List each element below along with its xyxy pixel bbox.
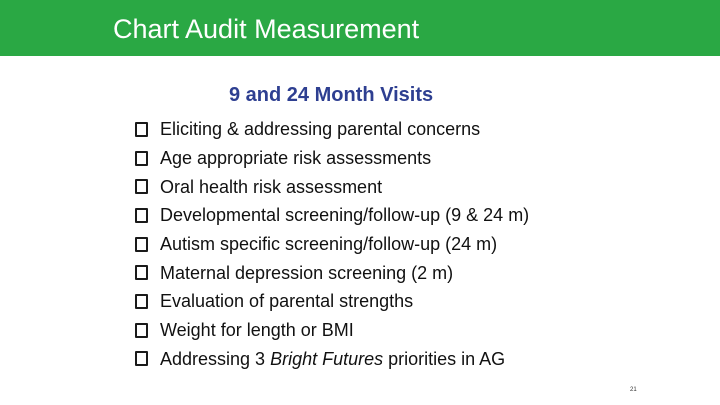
list-item-text: Developmental screening/follow-up (9 & 24 m) — [160, 205, 530, 226]
checkbox-icon — [135, 179, 148, 194]
checkbox-icon — [135, 294, 148, 309]
checkbox-icon — [135, 151, 148, 166]
list-item-text-after: priorities in AG — [383, 348, 506, 369]
checklist — [135, 115, 529, 373]
list-item-text: Maternal depression screening (2 m) — [160, 262, 454, 283]
list-item-text-before: Addressing 3 — [160, 348, 271, 369]
checkbox-icon — [135, 237, 148, 252]
checkbox-icon — [135, 208, 148, 223]
list-item — [135, 230, 529, 259]
list-item-text — [160, 348, 505, 370]
list-item — [135, 172, 529, 201]
list-item-text: Weight for length or BMI — [160, 320, 354, 341]
list-item-text: Evaluation of parental strengths — [160, 291, 414, 312]
list-item — [135, 115, 529, 144]
list-item-text: Autism specific screening/follow-up (24 m) — [160, 234, 498, 255]
list-item-text: Oral health risk assessment — [160, 176, 383, 197]
list-item — [135, 258, 529, 287]
list-item — [135, 345, 529, 374]
page-number: 21 — [630, 387, 637, 393]
list-item — [135, 316, 529, 345]
list-item — [135, 201, 529, 230]
slide-subtitle: 9 and 24 Month Visits — [229, 84, 434, 106]
checkbox-icon — [135, 351, 148, 366]
list-item-text: Age appropriate risk assessments — [160, 148, 432, 169]
list-item — [135, 144, 529, 173]
header-bar — [0, 0, 720, 56]
list-item-text-italic: Bright Futures — [270, 348, 384, 369]
checkbox-icon — [135, 265, 148, 280]
checkbox-icon — [135, 323, 148, 338]
list-item-text: Eliciting & addressing parental concerns — [160, 119, 481, 140]
list-item — [135, 287, 529, 316]
checkbox-icon — [135, 122, 148, 137]
slide-title: Chart Audit Measurement — [113, 14, 420, 44]
